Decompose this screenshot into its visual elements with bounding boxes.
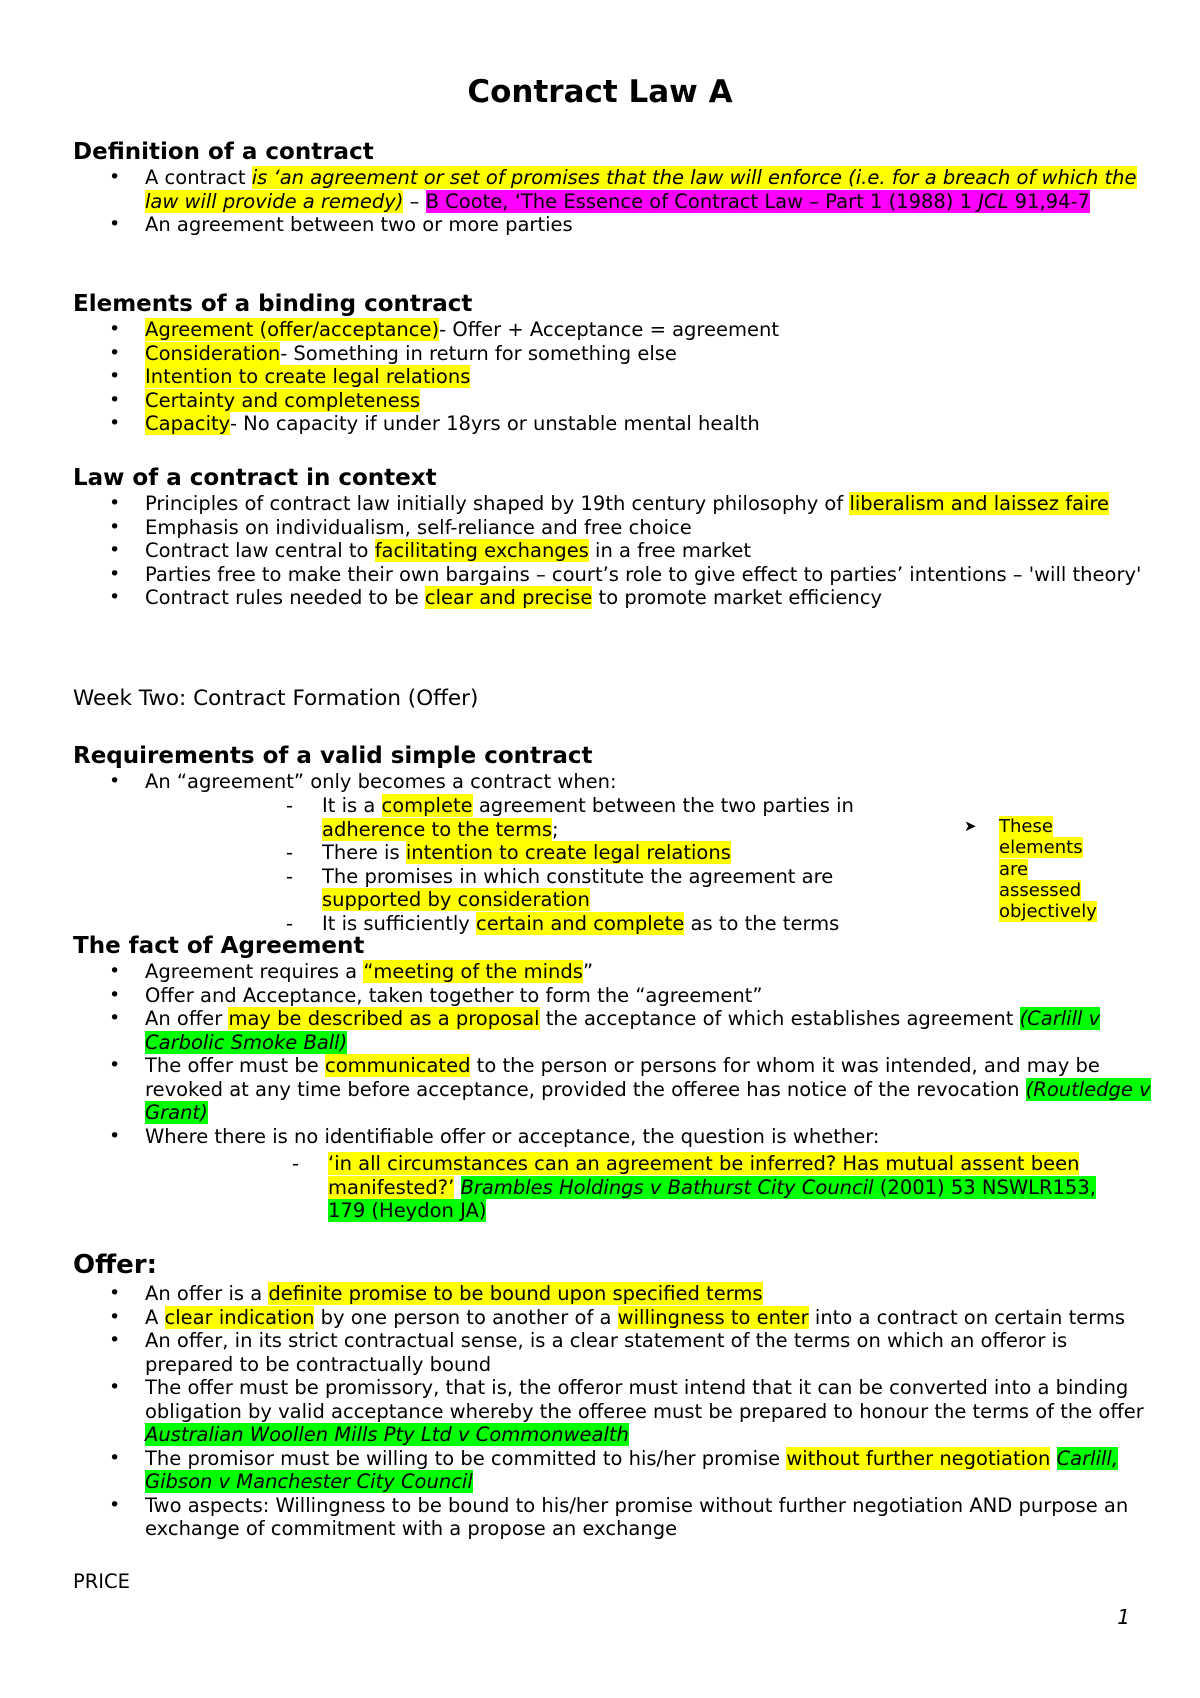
list-item: • An “agreement” only becomes a contract when:: [73, 770, 1153, 794]
list-item: • Agreement requires a “meeting of the minds”: [73, 960, 1153, 984]
list-item: • Parties free to make their own bargains – court’s role to give effect to parties’ intentions – 'will theory': [73, 563, 1153, 587]
list-item: • Emphasis on individualism, self-reliance and free choice: [73, 516, 1153, 540]
list-item: • An offer is a definite promise to be bound upon specified terms: [73, 1282, 1153, 1306]
list-item: • Intention to create legal relations: [73, 365, 1153, 389]
list-item: • Contract law central to facilitating exchanges in a free market: [73, 539, 1153, 563]
list-item: • The offer must be promissory, that is, the offeror must intend that it can be converted into a binding obligation by valid acceptance whereby the offeree must be prepared to honour the terms of the offer Australian Woollen Mills Pty Ltd v Commonwealth: [73, 1376, 1153, 1447]
case-citation: Carlill, Gibson v Manchester City Council: [145, 1446, 1119, 1493]
list-item: • Certainty and completeness: [73, 389, 1153, 413]
list-item: • A clear indication by one person to another of a willingness to enter into a contract on certain terms: [73, 1306, 1153, 1330]
list-item: - The promises in which constitute the agreement are supported by consideration: [286, 865, 886, 912]
list-item: • An offer, in its strict contractual sense, is a clear statement of the terms on which an offeror is prepared to be contractually bound: [73, 1329, 1153, 1376]
context-list: [73, 492, 1153, 610]
offer-list: [73, 1282, 1153, 1541]
document-title: Contract Law A: [467, 74, 733, 110]
list-item: • The offer must be communicated to the person or persons for whom it was intended, and may be revoked at any time before acceptance, provided the offeree has notice of the revocation (Routledge v Grant): [73, 1054, 1153, 1125]
highlight: is ‘an agreement or set of promises that the law will enforce (i.e. for a breach of which the law will provide a remedy): [145, 166, 1137, 213]
requirements-sublist: [286, 794, 886, 935]
heading-offer: Offer:: [73, 1250, 158, 1280]
heading-context: Law of a contract in context: [73, 465, 437, 491]
list-item: • A contract is ‘an agreement or set of promises that the law will enforce (i.e. for a breach of which the law will provide a remedy) – B Coote, ‘The Essence of Contract Law – Part 1 (1988) 1 JCL 91,94-7: [73, 166, 1153, 213]
heading-elements: Elements of a binding contract: [73, 291, 473, 317]
case-citation: Australian Woollen Mills Pty Ltd v Commonwealth: [145, 1423, 629, 1446]
arrow-bullet-icon: ➤: [964, 817, 977, 835]
heading-fact-of-agreement: The fact of Agreement: [73, 933, 365, 959]
fact-sublist: [292, 1152, 1132, 1223]
case-citation: (Routledge v Grant): [145, 1077, 1151, 1124]
list-item: - There is intention to create legal relations: [286, 841, 886, 865]
list-item: • Contract rules needed to be clear and precise to promote market efficiency: [73, 586, 1153, 610]
citation-highlight: B Coote, ‘The Essence of Contract Law – Part 1 (1988) 1 JCL 91,94-7: [425, 189, 1090, 213]
case-citation: (Carlill v Carbolic Smoke Ball): [145, 1007, 1101, 1054]
list-item: • Offer and Acceptance, taken together to form the “agreement”: [73, 984, 1153, 1008]
page-number: 1: [1117, 1605, 1130, 1629]
list-item: • Capacity- No capacity if under 18yrs or unstable mental health: [73, 412, 1153, 436]
case-citation: Brambles Holdings v Bathurst City Council (2001) 53 NSWLR153, 179 (Heydon JA): [328, 1175, 1096, 1222]
list-item: • Principles of contract law initially shaped by 19th century philosophy of liberalism and laissez faire: [73, 492, 1153, 516]
heading-requirements: Requirements of a valid simple contract: [73, 743, 593, 769]
fact-list: [73, 960, 1153, 1148]
side-note-text: These elements are assessed objectively: [999, 816, 1097, 923]
requirements-list: [73, 770, 1153, 794]
list-item: • An agreement between two or more parties: [73, 213, 1153, 237]
list-item: • An offer may be described as a proposal the acceptance of which establishes agreement (Carlill v Carbolic Smoke Ball): [73, 1007, 1153, 1054]
list-item: • The promisor must be willing to be committed to his/her promise without further negotiation Carlill, Gibson v Manchester City Council: [73, 1447, 1153, 1494]
list-item: - ‘in all circumstances can an agreement be inferred? Has mutual assent been manifested?’ Brambles Holdings v Bathurst City Council (2001) 53 NSWLR153, 179 (Heydon JA): [292, 1152, 1132, 1223]
list-item: • Two aspects: Willingness to be bound to his/her promise without further negotiation AND purpose an exchange of commitment with a propose an exchange: [73, 1494, 1153, 1541]
definition-list: [73, 166, 1153, 237]
elements-list: [73, 318, 1153, 436]
week-two-heading: Week Two: Contract Formation (Offer): [73, 686, 479, 711]
list-item: - It is sufficiently certain and complete as to the terms: [286, 912, 886, 936]
price-label: PRICE: [73, 1570, 130, 1593]
list-item: • Agreement (offer/acceptance)- Offer + Acceptance = agreement: [73, 318, 1153, 342]
list-item: • Consideration- Something in return for something else: [73, 342, 1153, 366]
list-item: • Where there is no identifiable offer or acceptance, the question is whether:: [73, 1125, 1153, 1149]
heading-definition: Definition of a contract: [73, 139, 374, 165]
list-item: - It is a complete agreement between the two parties in adherence to the terms;: [286, 794, 886, 841]
